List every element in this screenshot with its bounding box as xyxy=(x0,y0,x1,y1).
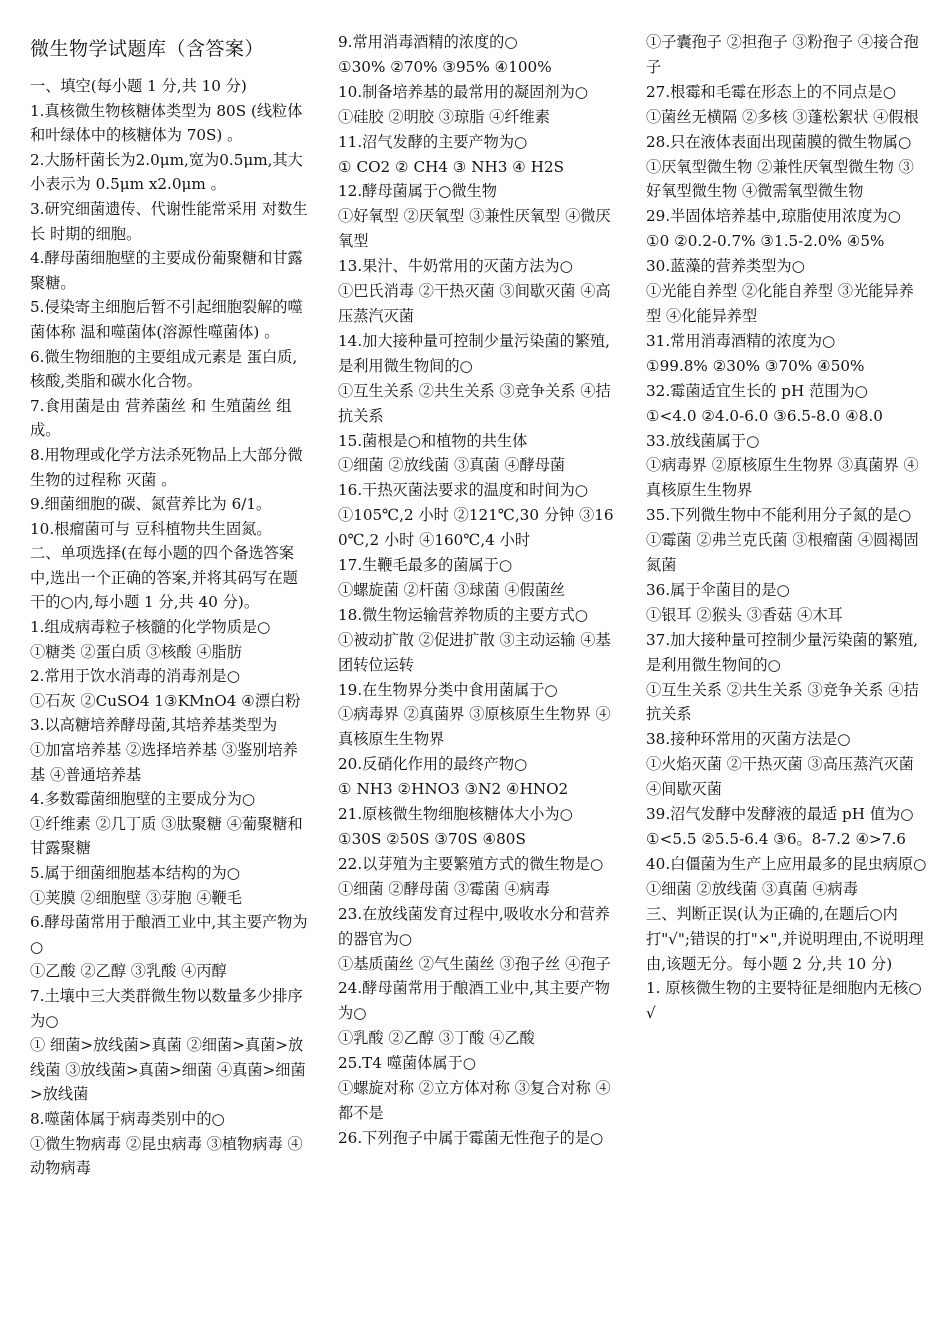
text-line: 1. 原核微生物的主要特征是细胞内无核○√ xyxy=(646,979,922,1023)
text-line: 一、填空(每小题 1 分,共 10 分) xyxy=(30,77,247,95)
text-line: ① 细菌>放线菌>真菌 ②细菌>真菌>放线菌 ③放线菌>真菌>细菌 ④真菌>细菌>放线菌 xyxy=(30,1036,306,1104)
text-line: ①<4.0 ②4.0-6.0 ③6.5-8.0 ④8.0 xyxy=(646,406,883,425)
text-line: 14.加大接种量可控制少量污染菌的繁殖,是利用微生物间的○ xyxy=(338,331,610,375)
text-line: ①0 ②0.2-0.7% ③1.5-2.0% ④5% xyxy=(646,232,885,251)
text-line: 6.微生物细胞的主要组成元素是 蛋白质,核酸,类脂和碳水化合物。 xyxy=(30,347,298,391)
text-line: 2.大肠杆菌长为2.0μm,宽为0.5μm,其大小表示为 0.5μm x2.0μm 。 xyxy=(30,150,303,194)
text-line: ①加富培养基 ②选择培养基 ③鉴别培养基 ④普通培养基 xyxy=(30,741,298,784)
column-3 xyxy=(646,30,928,1026)
text-line: ①基质菌丝 ②气生菌丝 ③孢子丝 ④孢子 xyxy=(338,954,611,973)
text-line: ①30% ②70% ③95% ④100% xyxy=(338,57,552,76)
text-line: 三、判断正误(认为正确的,在题后○内打"√";错误的打"×",并说明理由,不说明理由,该题无分。每小题 2 分,共 10 分) xyxy=(646,904,924,973)
column-3-body xyxy=(646,30,928,1026)
text-line: ①<5.5 ②5.5-6.4 ③6。8-7.2 ④>7.6 xyxy=(646,830,906,848)
text-line: ①石灰 ②CuSO4 1③KMnO4 ④漂白粉 xyxy=(30,691,301,710)
text-line: 38.接种环常用的灭菌方法是○ xyxy=(646,730,851,749)
text-line: 17.生鞭毛最多的菌属于○ xyxy=(338,556,513,575)
text-line: 10.根瘤菌可与 豆科植物共生固氮。 xyxy=(30,519,272,538)
text-line: 16.干热灭菌法要求的温度和时间为○ xyxy=(338,481,589,500)
text-line: ①细菌 ②放线菌 ③真菌 ④酵母菌 xyxy=(338,456,566,475)
text-line: 22.以芽殖为主要繁殖方式的微生物是○ xyxy=(338,854,604,873)
text-line: 1.真核微生物核糖体类型为 80S (线粒体和叶绿体中的核糖体为 70S) 。 xyxy=(30,101,303,145)
text-line: 2.常用于饮水消毒的消毒剂是○ xyxy=(30,667,240,686)
text-line: 32.霉菌适宜生长的 pH 范围为○ xyxy=(646,381,868,400)
text-line: 33.放线菌属于○ xyxy=(646,431,760,450)
text-line: ①乳酸 ②乙醇 ③丁酸 ④乙酸 xyxy=(338,1029,535,1048)
text-line: ①荚膜 ②细胞壁 ③芽胞 ④鞭毛 xyxy=(30,888,242,907)
text-line: ① CO2 ② CH4 ③ NH3 ④ H2S xyxy=(338,157,565,176)
text-line: ①乙酸 ②乙醇 ③乳酸 ④丙醇 xyxy=(30,962,227,981)
text-line: 11.沼气发酵的主要产物为○ xyxy=(338,132,528,151)
text-line: ①火焰灭菌 ②干热灭菌 ③高压蒸汽灭菌 ④间歇灭菌 xyxy=(646,755,914,799)
text-line: ①好氧型 ②厌氧型 ③兼性厌氧型 ④微厌氧型 xyxy=(338,207,611,251)
text-line: ①菌丝无横隔 ②多核 ③蓬松絮状 ④假根 xyxy=(646,107,919,126)
text-line: ①厌氧型微生物 ②兼性厌氧型微生物 ③好氧型微生物 ④微需氧型微生物 xyxy=(646,157,914,201)
text-line: 19.在生物界分类中食用菌属于○ xyxy=(338,680,558,699)
column-1 xyxy=(30,34,312,1181)
text-line: ①互生关系 ②共生关系 ③竞争关系 ④拮抗关系 xyxy=(338,381,611,425)
text-line: ①细菌 ②酵母菌 ③霉菌 ④病毒 xyxy=(338,879,550,898)
document-title: 微生物学试题库（含答案） xyxy=(30,38,265,60)
text-line: ①被动扩散 ②促进扩散 ③主动运输 ④基团转位运转 xyxy=(338,630,611,674)
text-line: 3.研究细菌遗传、代谢性能常采用 对数生长 时期的细胞。 xyxy=(30,199,308,243)
text-line: 4.多数霉菌细胞壁的主要成分为○ xyxy=(30,790,256,809)
text-line: 29.半固体培养基中,琼脂使用浓度为○ xyxy=(646,207,901,226)
text-line: ①硅胶 ②明胶 ③琼脂 ④纤维素 xyxy=(338,107,550,126)
text-line: ①银耳 ②猴头 ③香菇 ④木耳 xyxy=(646,605,843,624)
text-line: ①互生关系 ②共生关系 ③竞争关系 ④拮抗关系 xyxy=(646,680,919,724)
text-line: 20.反硝化作用的最终产物○ xyxy=(338,755,528,774)
text-line: 9.细菌细胞的碳、氮营养比为 6/1。 xyxy=(30,495,272,514)
text-line: 27.根霉和毛霉在形态上的不同点是○ xyxy=(646,82,897,101)
text-line: 7.食用菌是由 营养菌丝 和 生殖菌丝 组成。 xyxy=(30,396,292,440)
text-line: ①病毒界 ②原核原生生物界 ③真菌界 ④真核原生生物界 xyxy=(646,456,919,500)
text-line: 30.蓝藻的营养类型为○ xyxy=(646,257,805,276)
text-line: 15.菌根是○和植物的共生体 xyxy=(338,431,528,450)
column-1-body xyxy=(30,74,312,1181)
text-line: 7.土壤中三大类群微生物以数量多少排序为○ xyxy=(30,986,303,1030)
text-line: 1.组成病毒粒子核髓的化学物质是○ xyxy=(30,618,271,637)
text-line: ①微生物病毒 ②昆虫病毒 ③植物病毒 ④动物病毒 xyxy=(30,1134,303,1178)
text-line: ①光能自养型 ②化能自养型 ③光能异养型 ④化能异养型 xyxy=(646,282,914,325)
text-line: ①螺旋菌 ②杆菌 ③球菌 ④假菌丝 xyxy=(338,580,566,599)
text-line: ①螺旋对称 ②立方体对称 ③复合对称 ④都不是 xyxy=(338,1079,611,1122)
text-line: ①霉菌 ②弗兰克氏菌 ③根瘤菌 ④圆褐固氮菌 xyxy=(646,531,919,575)
text-line: ①105℃,2 小时 ②121℃,30 分钟 ③160℃,2 小时 ④160℃,4 小时 xyxy=(338,506,614,550)
text-line: ①30S ②50S ③70S ④80S xyxy=(338,830,526,848)
text-line: 25.T4 噬菌体属于○ xyxy=(338,1054,476,1073)
text-line: 5.侵染寄主细胞后暂不引起细胞裂解的噬菌体称 温和噬菌体(溶源性噬菌体) 。 xyxy=(30,298,303,341)
text-line: 36.属于伞菌目的是○ xyxy=(646,580,790,599)
column-2 xyxy=(338,30,620,1151)
text-line: 13.果汁、牛奶常用的灭菌方法为○ xyxy=(338,257,573,276)
text-line: 10.制备培养基的最常用的凝固剂为○ xyxy=(338,82,589,101)
text-line: 39.沼气发酵中发酵液的最适 pH 值为○ xyxy=(646,805,914,824)
text-line: 28.只在液体表面出现菌膜的微生物属○ xyxy=(646,132,912,151)
text-line: 6.酵母菌常用于酿酒工业中,其主要产物为○ xyxy=(30,913,308,956)
column-2-body xyxy=(338,30,620,1151)
text-line: 21.原核微生物细胞核糖体大小为○ xyxy=(338,805,573,824)
text-line: ①子囊孢子 ②担孢子 ③粉孢子 ④接合孢子 xyxy=(646,33,919,76)
text-line: 18.微生物运输营养物质的主要方式○ xyxy=(338,605,589,624)
text-line: ①病毒界 ②真菌界 ③原核原生生物界 ④真核原生生物界 xyxy=(338,705,611,749)
text-line: ① NH3 ②HNO3 ③N2 ④HNO2 xyxy=(338,780,569,799)
text-line: 24.酵母菌常用于酿酒工业中,其主要产物为○ xyxy=(338,979,610,1023)
text-line: 31.常用消毒酒精的浓度为○ xyxy=(646,331,836,350)
text-line: ①糖类 ②蛋白质 ③核酸 ④脂肪 xyxy=(30,642,242,661)
text-line: 4.酵母菌细胞壁的主要成份葡聚糖和甘露聚糖。 xyxy=(30,249,303,292)
text-line: 二、单项选择(在每小题的四个备选答案中,选出一个正确的答案,并将其码写在题干的○内,每小题 1 分,共 40 分)。 xyxy=(30,544,298,612)
text-line: 37.加大接种量可控制少量污染菌的繁殖,是利用微生物间的○ xyxy=(646,630,918,674)
text-line: 12.酵母菌属于○微生物 xyxy=(338,182,497,201)
text-line: ①纤维素 ②几丁质 ③肽聚糖 ④葡聚糖和甘露聚糖 xyxy=(30,814,303,858)
text-line: 40.白僵菌为生产上应用最多的昆虫病原○ xyxy=(646,854,927,873)
text-line: 5.属于细菌细胞基本结构的为○ xyxy=(30,864,240,882)
text-line: 23.在放线菌发育过程中,吸收水分和营养的器官为○ xyxy=(338,904,610,948)
text-line: 8.用物理或化学方法杀死物品上大部分微生物的过程称 灭菌 。 xyxy=(30,445,303,489)
text-line: 26.下列孢子中属于霉菌无性孢子的是○ xyxy=(338,1128,604,1147)
text-line: 35.下列微生物中不能利用分子氮的是○ xyxy=(646,506,912,525)
text-line: ①细菌 ②放线菌 ③真菌 ④病毒 xyxy=(646,879,858,898)
text-line: 3.以高糖培养酵母菌,其培养基类型为 xyxy=(30,716,278,735)
text-line: 9.常用消毒酒精的浓度的○ xyxy=(338,33,518,51)
text-line: ①99.8% ②30% ③70% ④50% xyxy=(646,356,865,375)
text-line: 8.噬菌体属于病毒类别中的○ xyxy=(30,1109,225,1128)
text-line: ①巴氏消毒 ②干热灭菌 ③间歇灭菌 ④高压蒸汽灭菌 xyxy=(338,282,611,325)
